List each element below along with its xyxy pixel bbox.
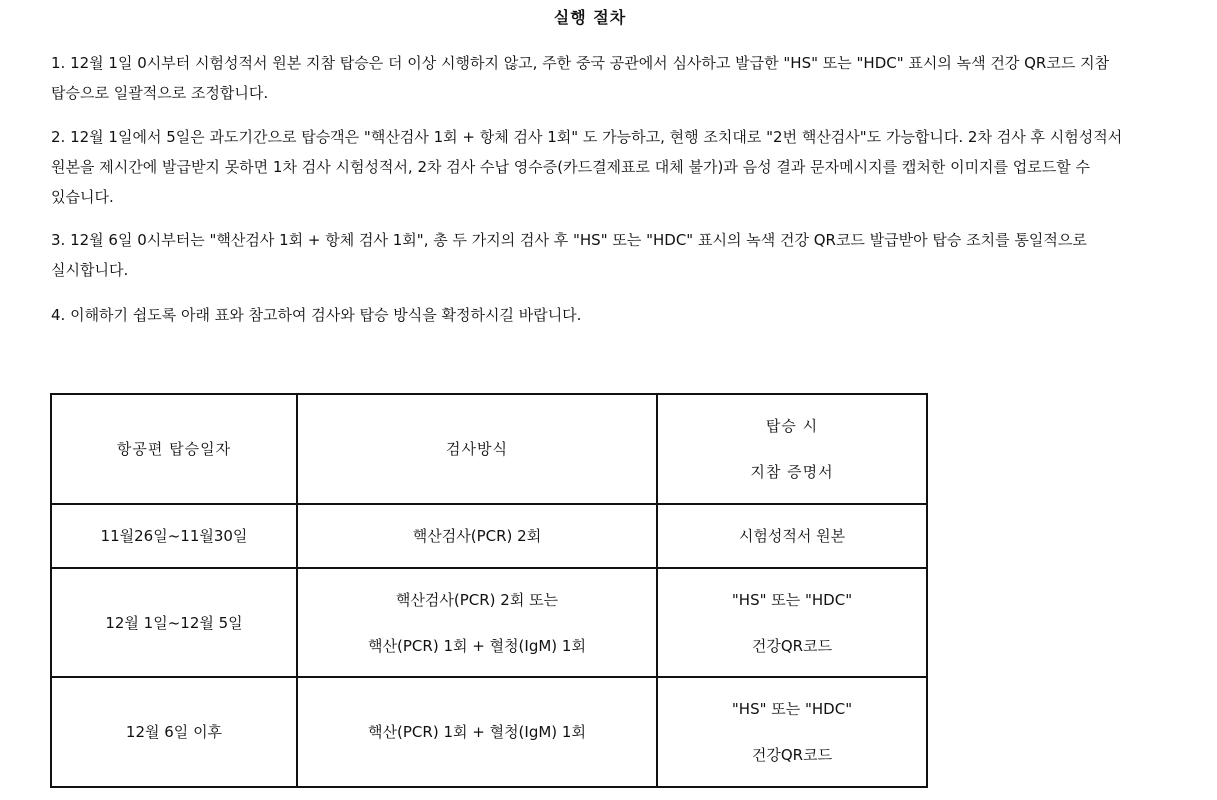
page-title: 실행 절차 <box>553 8 627 27</box>
table-row <box>51 568 927 677</box>
table-row <box>51 677 927 787</box>
cell-test-method-text: 핵산검사(PCR) 2회 <box>412 527 542 545</box>
header-certificate-line-1: 탑승 시 <box>765 417 819 435</box>
paragraph-2: 2. 12월 1일에서 5일은 과도기간으로 탑승객은 "핵산검사 1회 + 항체 검사 1회" 도 가능하고, 현행 조치대로 "2번 핵산검사"도 가능합니다. 2차 검사 후 시험성적서 원본을 제시간에 발급받지 못하면 1차 검사 시험성적서, 2차 검사 수납 영수증(카드결제표로 대체 불가)과 음성 결과 문자메시지를 캡처한 이미지를 업로드할 수 있습니다. <box>51 128 1123 206</box>
cell-boarding-date <box>51 568 297 677</box>
cell-test-method-line-1: 핵산검사(PCR) 2회 또는 <box>395 590 559 609</box>
header-boarding-date <box>51 394 297 504</box>
paragraph-1: 1. 12월 1일 0시부터 시험성적서 원본 지참 탑승은 더 이상 시행하지 않고, 주한 중국 공관에서 심사하고 발급한 "HS" 또는 "HDC" 표시의 녹색 건강 QR코드 지참 탑승으로 일괄적으로 조정합니다. <box>51 54 1110 102</box>
header-test-method-label: 검사방식 <box>446 440 508 458</box>
cell-certificate <box>657 568 927 677</box>
cell-test-method <box>297 677 657 787</box>
paragraph-3: 3. 12월 6일 0시부터는 "핵산검사 1회 + 항체 검사 1회", 총 두 가지의 검사 후 "HS" 또는 "HDC" 표시의 녹색 건강 QR코드 발급받아 탑승 조치를 통일적으로 실시합니다. <box>51 231 1087 279</box>
cell-boarding-date-text: 12월 6일 이후 <box>125 723 223 741</box>
cell-certificate-text: 시험성적서 원본 <box>738 527 846 545</box>
cell-certificate-line-1: "HS" 또는 "HDC" <box>731 700 853 718</box>
cell-certificate-line-1: "HS" 또는 "HDC" <box>731 590 853 609</box>
cell-boarding-date <box>51 504 297 568</box>
header-test-method <box>297 394 657 504</box>
header-boarding-date-label: 항공편 탑승일자 <box>116 440 232 458</box>
header-required-certificate <box>657 394 927 504</box>
cell-certificate <box>657 504 927 568</box>
cell-boarding-date <box>51 677 297 787</box>
cell-test-method <box>297 504 657 568</box>
cell-certificate-line-2: 건강QR코드 <box>751 636 833 655</box>
cell-test-method-text: 핵산(PCR) 1회 + 혈청(IgM) 1회 <box>368 723 586 741</box>
cell-certificate <box>657 677 927 787</box>
header-certificate-line-2: 지참 증명서 <box>750 463 834 481</box>
table-row <box>51 504 927 568</box>
cell-test-method <box>297 568 657 677</box>
cell-boarding-date-text: 12월 1일~12월 5일 <box>105 613 243 632</box>
table-header-row <box>51 394 927 504</box>
cell-boarding-date-text: 11월26일~11월30일 <box>100 527 248 545</box>
cell-certificate-line-2: 건강QR코드 <box>751 746 833 764</box>
boarding-schedule-table <box>50 393 928 788</box>
paragraph-4: 4. 이해하기 쉽도록 아래 표와 참고하여 검사와 탑승 방식을 확정하시길 바랍니다. <box>51 306 582 324</box>
cell-test-method-line-2: 핵산(PCR) 1회 + 혈청(IgM) 1회 <box>368 636 586 655</box>
